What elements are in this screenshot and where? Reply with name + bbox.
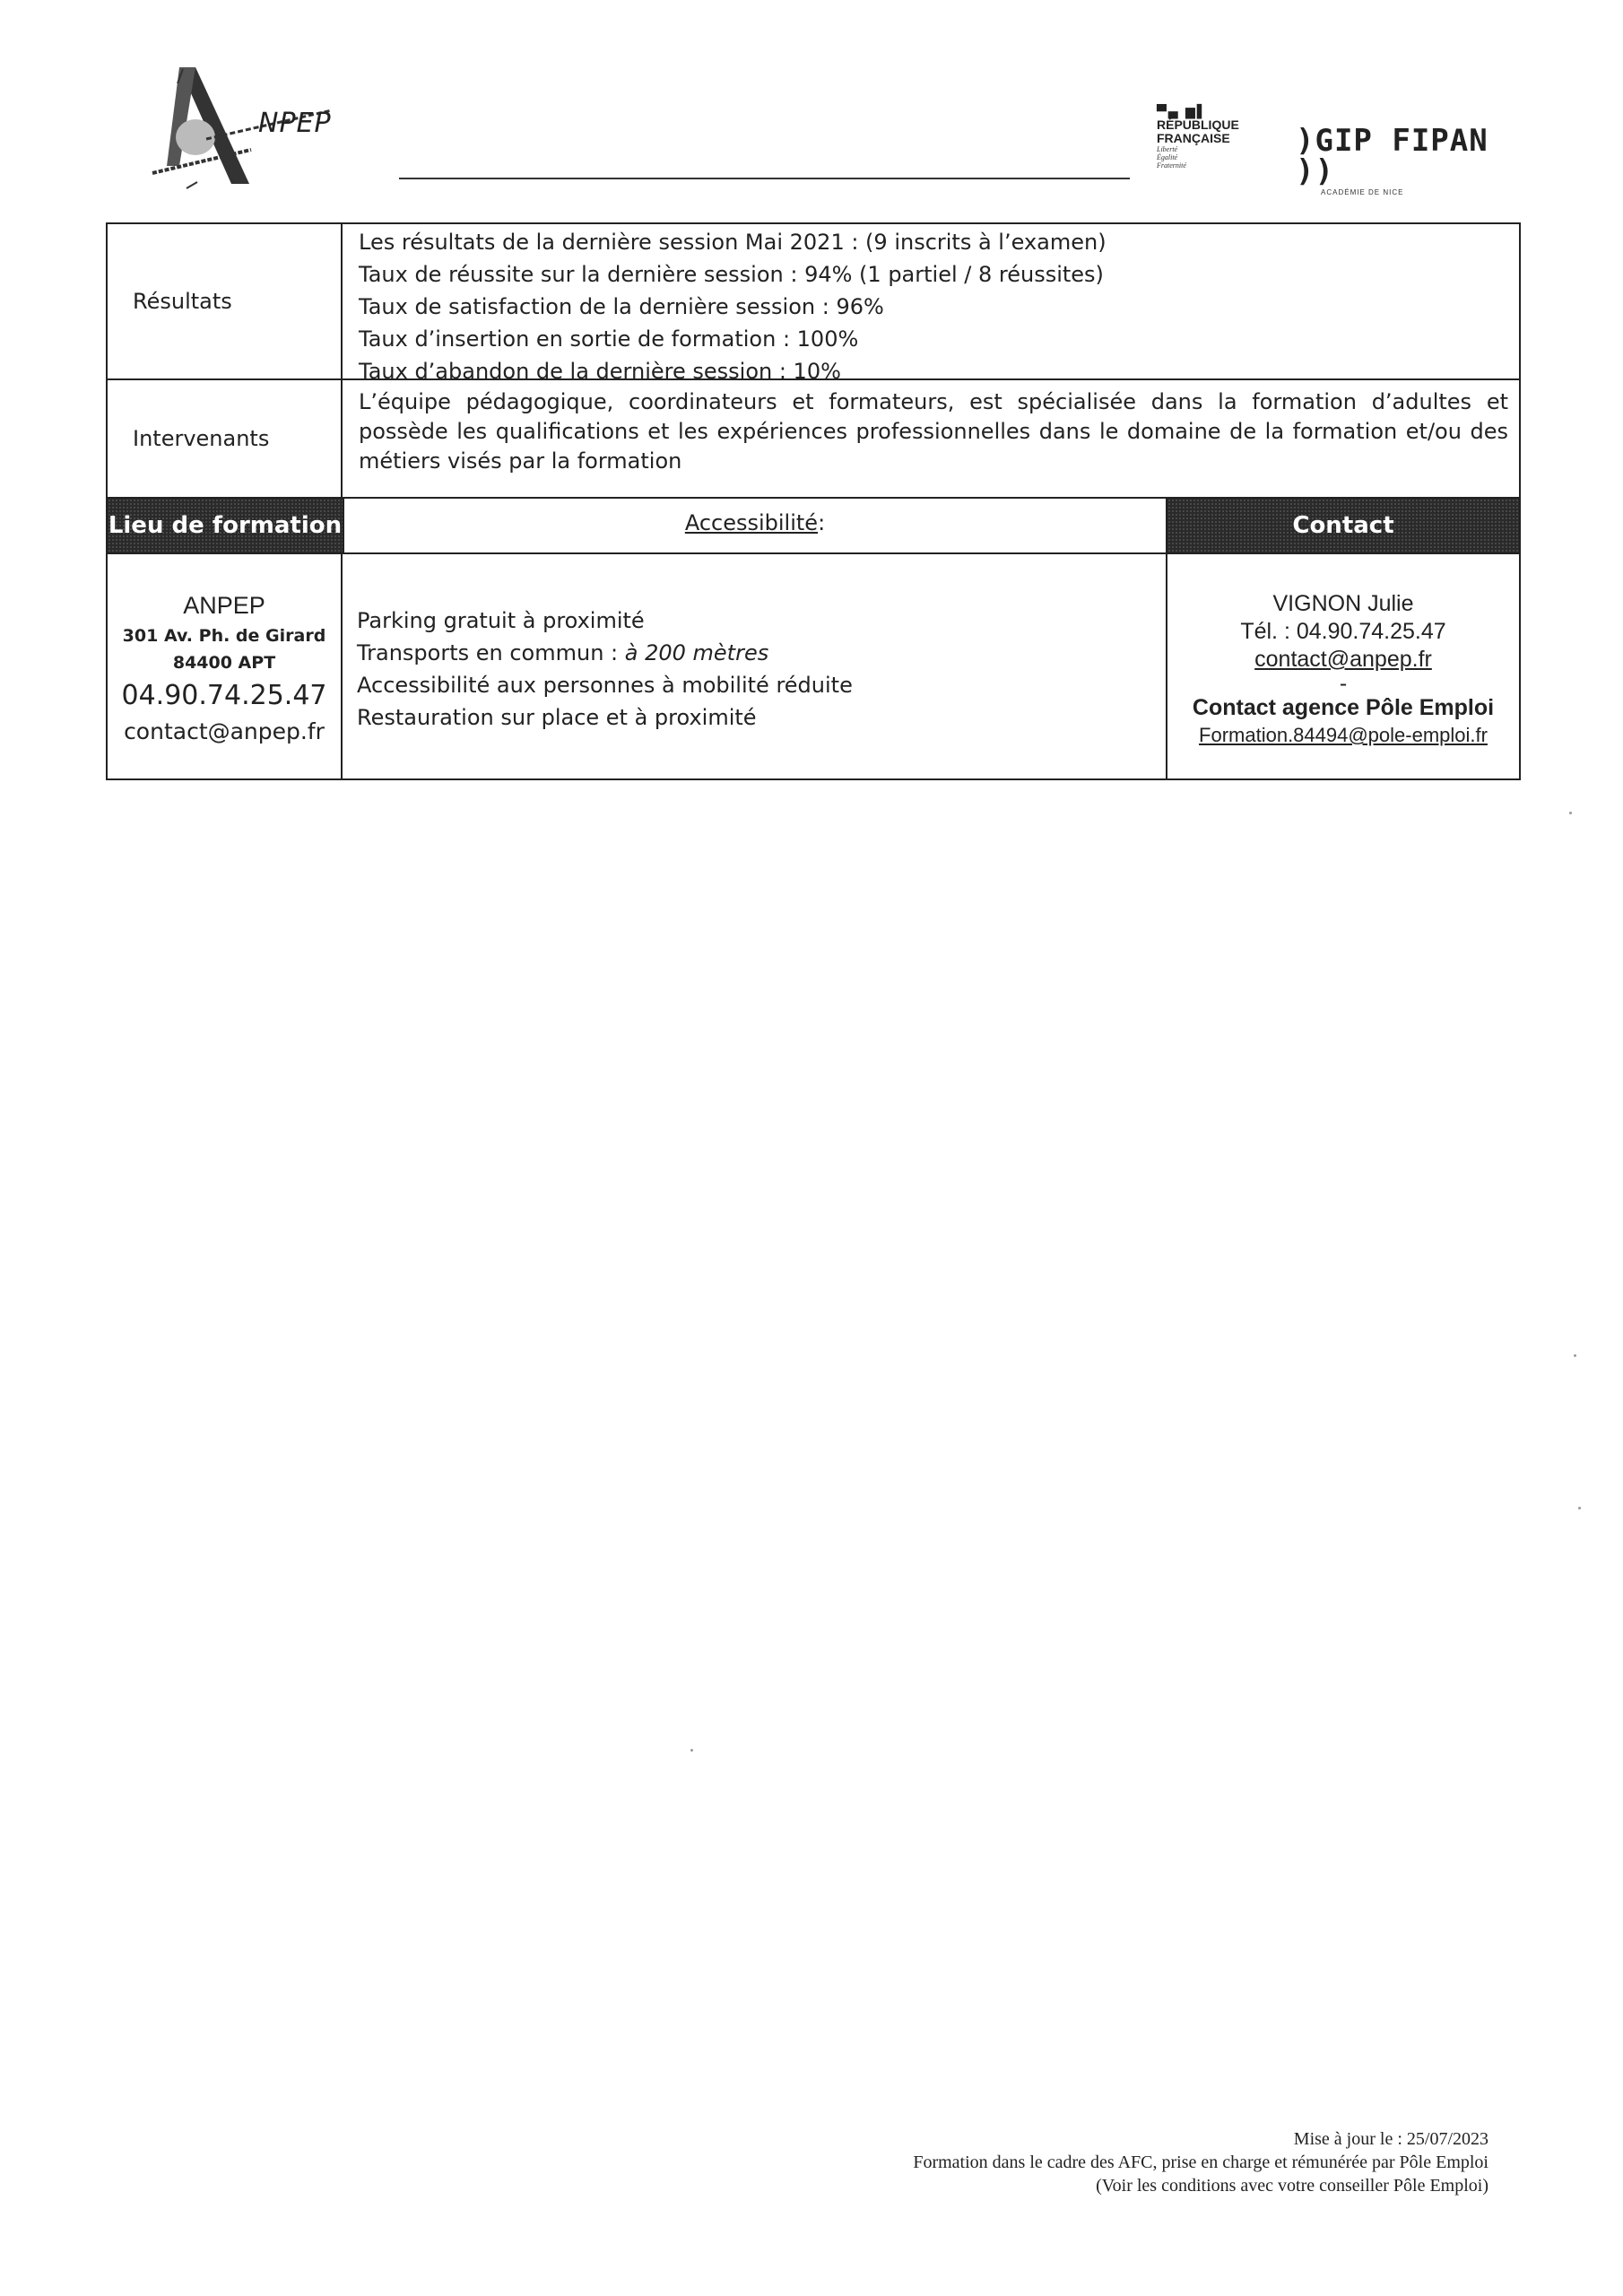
accessibilite-header xyxy=(344,499,1167,552)
access-transports-label: Transports en commun : xyxy=(357,640,625,665)
access-mobilite: Accessibilité aux personnes à mobilité réduite xyxy=(357,673,853,698)
access-transports-value: à 200 mètres xyxy=(624,640,769,665)
contact-tel: Tél. : 04.90.74.25.47 xyxy=(1240,619,1446,644)
access-restauration: Restauration sur place et à proximité xyxy=(357,705,757,730)
republique-francaise-logo xyxy=(1157,106,1273,170)
lieu-name: ANPEP xyxy=(183,592,265,619)
scan-speck xyxy=(690,1749,693,1752)
rf-motto-1: Liberté xyxy=(1157,145,1178,153)
footer-afc-note: Formation dans le cadre des AFC, prise en charge et rémunérée par Pôle Emploi xyxy=(913,2152,1488,2172)
scan-speck xyxy=(1578,1507,1581,1509)
contact-agence-email-link[interactable]: Formation.84494@pole-emploi.fr xyxy=(1199,724,1488,746)
contact-name: VIGNON Julie xyxy=(1272,591,1414,616)
resultats-line: Taux d’insertion en sortie de formation : 100% xyxy=(359,326,859,352)
intervenants-label: Intervenants xyxy=(108,380,343,497)
rf-line-1: RÉPUBLIQUE xyxy=(1157,117,1239,132)
lieu-email: contact@anpep.fr xyxy=(124,718,325,744)
row-resultats xyxy=(106,222,1521,384)
marianne-icon: ▀▄ ▆▌ xyxy=(1157,105,1209,119)
accessibilite-details xyxy=(343,554,1167,778)
gip-subtitle: ACADÉMIE DE NICE xyxy=(1321,188,1404,196)
scan-speck xyxy=(1574,1354,1576,1357)
footer-update-date: Mise à jour le : 25/07/2023 xyxy=(1293,2129,1488,2149)
contact-email-link[interactable]: contact@anpep.fr xyxy=(1254,647,1432,672)
resultats-line: Taux de satisfaction de la dernière session : 96% xyxy=(359,294,884,319)
access-transports xyxy=(357,637,1166,669)
accessibilite-header-label: Accessibilité xyxy=(684,510,819,535)
row-details xyxy=(106,552,1521,780)
resultats-line: Les résultats de la dernière session Mai 2021 : (9 inscrits à l’examen) xyxy=(359,230,1107,255)
logo-text: NPEP xyxy=(258,108,332,139)
resultats-line: Taux d’abandon de la dernière session : 10% xyxy=(359,359,841,384)
footer-conditions-note: (Voir les conditions avec votre conseiller Pôle Emploi) xyxy=(1096,2176,1488,2196)
rf-line-2: FRANÇAISE xyxy=(1157,131,1230,145)
scan-speck xyxy=(1569,812,1572,814)
intervenants-text: L’équipe pédagogique, coordinateurs et formateurs, est spécialisée dans la formation d’adultes et possède les qualifications et les expériences professionnelles dans le domaine de la formation et/ou des métiers visés par la formation xyxy=(359,389,1508,474)
row-intervenants xyxy=(106,378,1521,497)
resultats-label: Résultats xyxy=(108,224,343,378)
header-rule xyxy=(399,178,1130,179)
lieu-address-2: 84400 APT xyxy=(172,653,276,673)
contact-separator: - xyxy=(1339,671,1348,696)
lieu-phone: 04.90.74.25.47 xyxy=(121,680,327,711)
lieu-address-1: 301 Av. Ph. de Girard xyxy=(122,626,326,646)
accessibilite-header-suffix: : xyxy=(818,510,826,535)
gip-title: )GIP FIPAN )) xyxy=(1296,123,1488,189)
gip-fipan-logo xyxy=(1296,123,1502,196)
row-section-headers xyxy=(106,497,1521,552)
access-parking: Parking gratuit à proximité xyxy=(357,608,645,633)
resultats-line: Taux de réussite sur la dernière session : 94% (1 partiel / 8 réussites) xyxy=(359,262,1104,287)
rf-motto-2: Égalité xyxy=(1157,153,1178,161)
contact-agence-label: Contact agence Pôle Emploi xyxy=(1192,695,1495,720)
footer-notes xyxy=(913,2127,1488,2197)
contact-header: Contact xyxy=(1167,499,1519,552)
lieu-details xyxy=(108,554,343,778)
lieu-header: Lieu de formation xyxy=(108,499,344,552)
info-table xyxy=(106,222,1521,780)
rf-motto-3: Fraternité xyxy=(1157,161,1186,170)
contact-details xyxy=(1167,554,1519,778)
resultats-content xyxy=(344,224,1519,393)
